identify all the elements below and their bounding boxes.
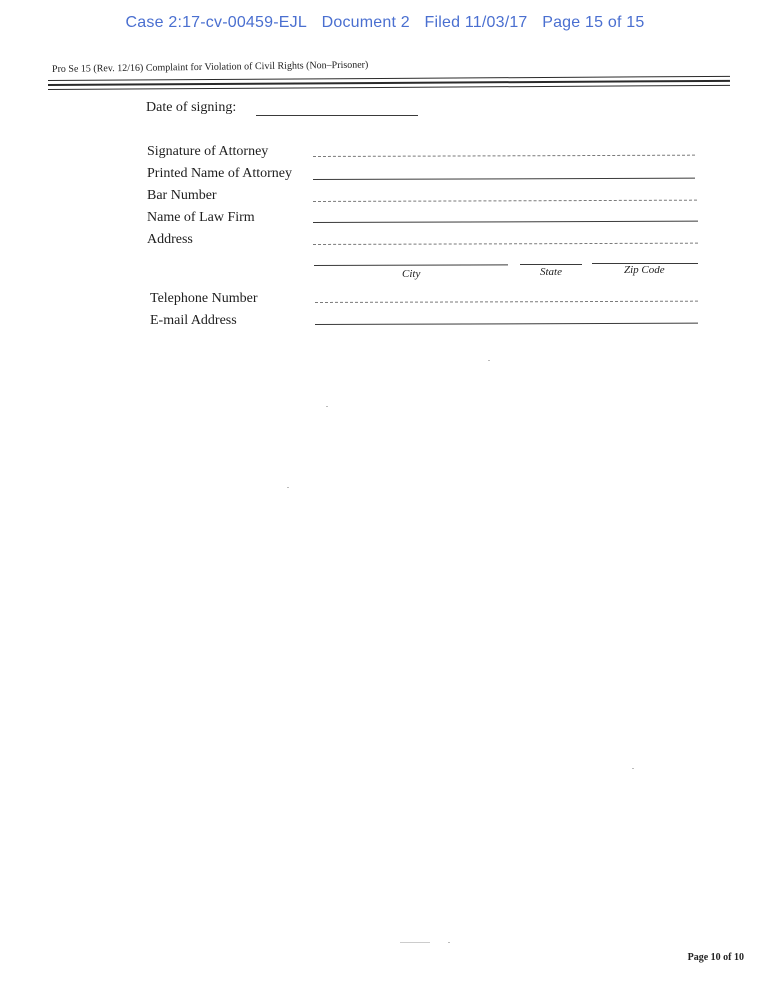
city-field[interactable]	[314, 264, 508, 266]
case-number: Case 2:17-cv-00459-EJL	[125, 14, 307, 31]
scan-speck	[326, 406, 328, 407]
page-number: Page 10 of 10	[687, 952, 744, 963]
address-label: Address	[147, 232, 193, 247]
scan-speck	[488, 360, 490, 361]
city-caption: City	[402, 268, 421, 280]
address-field[interactable]	[313, 243, 698, 245]
date-of-signing-field[interactable]	[256, 115, 418, 116]
bar-number-field[interactable]	[313, 200, 697, 202]
printed-name-of-attorney-field[interactable]	[313, 178, 695, 180]
header-rule	[48, 85, 730, 90]
case-page-number: Page 15 of 15	[542, 14, 645, 31]
state-caption: State	[540, 266, 562, 278]
date-of-signing-label: Date of signing:	[146, 100, 237, 115]
scan-speck	[632, 768, 634, 769]
printed-name-of-attorney-label: Printed Name of Attorney	[147, 166, 293, 181]
scan-speck	[287, 487, 289, 488]
signature-of-attorney-label: Signature of Attorney	[147, 144, 269, 159]
document-number: Document 2	[321, 14, 410, 31]
filed-date: Filed 11/03/17	[424, 14, 528, 31]
name-of-law-firm-field[interactable]	[313, 221, 698, 223]
bar-number-label: Bar Number	[147, 188, 217, 203]
zip-code-caption: Zip Code	[624, 264, 665, 276]
email-address-label: E-mail Address	[150, 313, 237, 328]
email-address-field[interactable]	[315, 323, 698, 325]
telephone-number-label: Telephone Number	[150, 291, 258, 306]
telephone-number-field[interactable]	[315, 301, 698, 303]
state-field[interactable]	[520, 264, 582, 265]
form-identifier: Pro Se 15 (Rev. 12/16) Complaint for Violation of Civil Rights (Non–Prisoner)	[51, 59, 369, 75]
scan-speck	[448, 942, 450, 943]
case-header	[0, 14, 770, 32]
signature-of-attorney-field[interactable]	[313, 155, 695, 157]
name-of-law-firm-label: Name of Law Firm	[147, 210, 255, 225]
scan-speck	[400, 942, 430, 943]
